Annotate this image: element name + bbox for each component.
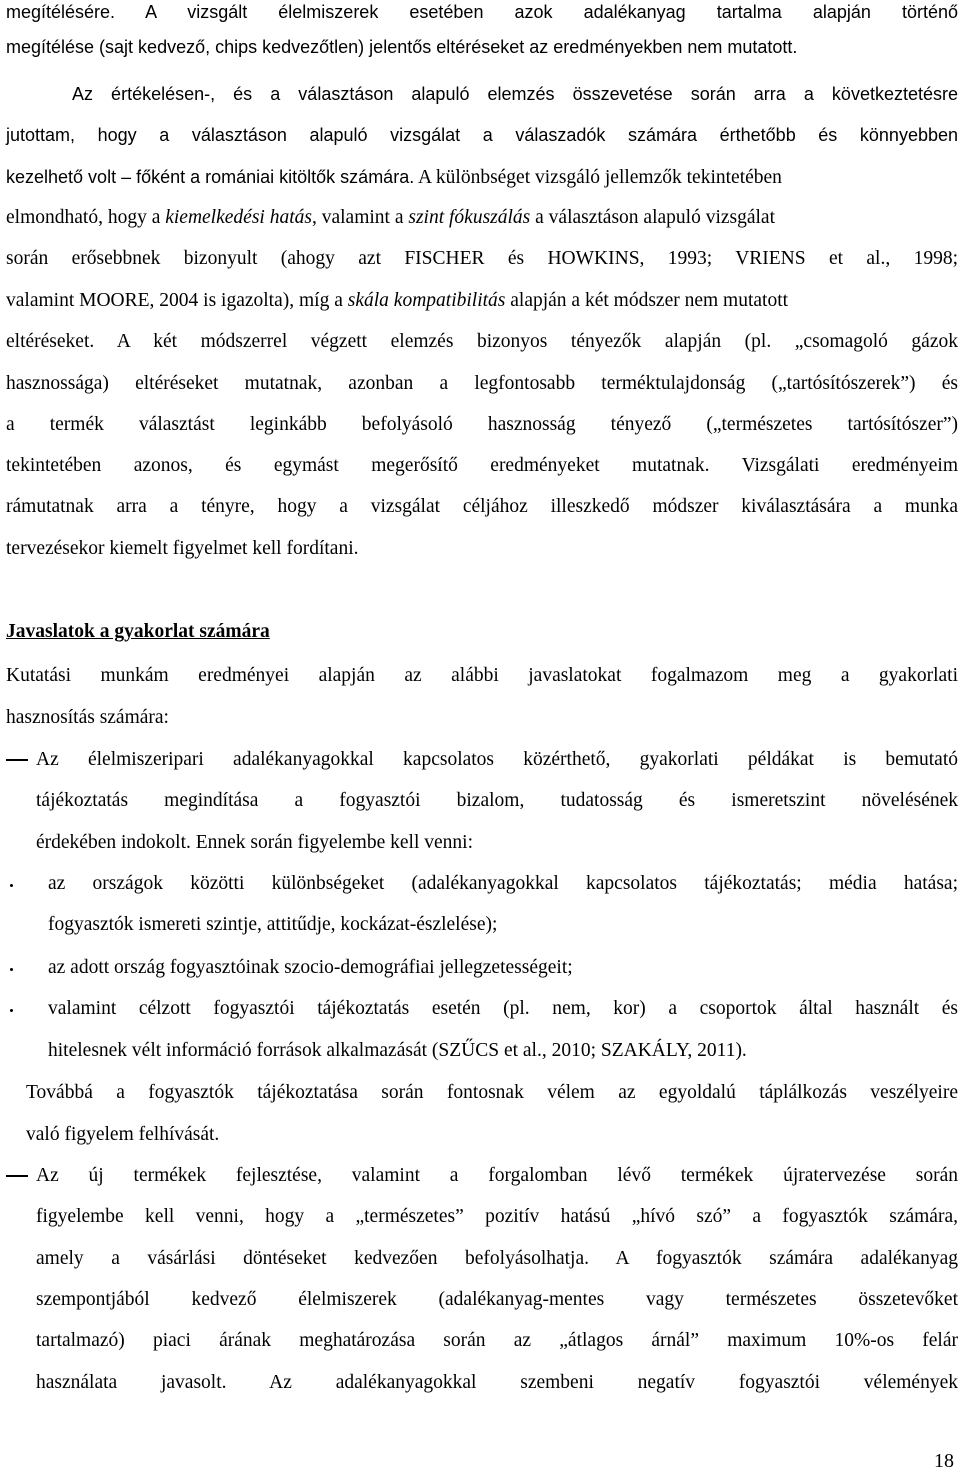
section-intro-line-2: hasznosítás számára: bbox=[6, 707, 169, 728]
subitem-3-line-1: valamint célzott fogyasztói tájékoztatás esetén (pl. nem, kor) a csoportok által használt és bbox=[48, 998, 958, 1019]
item-2-line-5: tartalmazó) piaci árának meghatározása során az „átlagos árnál” maximum 10%-os felár bbox=[36, 1330, 958, 1351]
text-run: a választáson alapuló vizsgálat bbox=[530, 207, 776, 228]
paragraph-2-line-9: a termék választást leginkább befolyásoló hasznosság tényező („természetes tartósítószer”) bbox=[6, 414, 958, 435]
text-run: alapján a két módszer nem mutatott bbox=[505, 290, 789, 311]
item-2-line-1: Az új termékek fejlesztése, valamint a forgalomban lévő termékek újratervezése során bbox=[36, 1165, 958, 1186]
item-1-tail-line-2: való figyelem felhívását. bbox=[26, 1124, 220, 1145]
paragraph-2-line-11: rámutatnak arra a tényre, hogy a vizsgálat céljához illeszkedő módszer kiválasztására a munka bbox=[6, 496, 958, 517]
item-1-tail-line-1: Továbbá a fogyasztók tájékoztatása során fontosnak vélem az egyoldalú táplálkozás veszélyeire bbox=[26, 1082, 958, 1103]
subitem-2-line-1: az adott ország fogyasztóinak szocio-demográfiai jellegzetességeit; bbox=[48, 957, 573, 978]
item-1-line-1: Az élelmiszeripari adalékanyagokkal kapcsolatos közérthető, gyakorlati példákat is bemutató bbox=[36, 749, 958, 770]
paragraph-2-line-1: Az értékelésen-, és a választáson alapuló elemzés összevetése során arra a következtetésre bbox=[72, 84, 958, 104]
dot-bullet-1 bbox=[10, 884, 13, 887]
dot-bullet-3 bbox=[10, 1009, 13, 1012]
dot-bullet-2 bbox=[10, 968, 13, 971]
text-run: , valamint a bbox=[311, 207, 409, 228]
italic-term-kiemelkedesi: kiemelkedési hatás bbox=[165, 207, 312, 228]
paragraph-2-line-3-sans: kezelhető volt – főként a romániai kitöltők számára. bbox=[6, 167, 415, 187]
paragraph-2-line-4-text bbox=[6, 206, 775, 230]
paragraph-2-line-4 bbox=[6, 206, 958, 230]
subitem-3-line-2: hitelesnek vélt információ források alkalmazását (SZŰCS et al., 2010; SZAKÁLY, 2011). bbox=[48, 1040, 747, 1061]
subitem-1-line-2: fogyasztók ismereti szintje, attitűdje, kockázat-észlelése); bbox=[48, 914, 498, 935]
italic-term-szint: szint fókuszálás bbox=[408, 207, 531, 228]
item-2-line-3: amely a vásárlási döntéseket kedvezően befolyásolhatja. A fogyasztók számára adalékanyag bbox=[36, 1248, 958, 1269]
paragraph-1-line-1: megítélésére. A vizsgált élelmiszerek esetében azok adalékanyag tartalma alapján történő bbox=[6, 2, 958, 22]
item-1-line-2: tájékoztatás megindítása a fogyasztói bizalom, tudatosság és ismeretszint növelésének bbox=[36, 790, 958, 811]
dash-bullet-1 bbox=[6, 759, 28, 761]
text-run: valamint MOORE, 2004 is igazolta), míg a bbox=[6, 290, 348, 311]
subitem-1-line-1: az országok közötti különbségeket (adalékanyagokkal kapcsolatos tájékoztatás; média hatása; bbox=[48, 873, 958, 894]
paragraph-2-line-8: hasznossága) eltéréseket mutatnak, azonban a legfontosabb terméktulajdonság („tartósítószerek”) és bbox=[6, 373, 958, 394]
paragraph-2-line-2: jutottam, hogy a választáson alapuló vizsgálat a válaszadók számára érthetőbb és könnyebben bbox=[6, 125, 958, 145]
paragraph-1-line-2: megítélése (sajt kedvező, chips kedvezőtlen) jelentős eltéréseket az eredményekben nem mutatott. bbox=[6, 37, 798, 57]
item-2-line-4: szempontjából kedvező élelmiszerek (adalékanyag-mentes vagy természetes összetevőket bbox=[36, 1289, 958, 1310]
item-2-line-2: figyelembe kell venni, hogy a „természetes” pozitív hatású „hívó szó” a fogyasztók számára, bbox=[36, 1206, 958, 1227]
text-run: elmondható, hogy a bbox=[6, 207, 166, 228]
paragraph-2-line-3 bbox=[6, 165, 958, 190]
section-heading: Javaslatok a gyakorlat számára bbox=[6, 621, 270, 642]
item-2-line-6: használata javasolt. Az adalékanyagokkal szembeni negatív fogyasztói vélemények bbox=[36, 1372, 958, 1393]
paragraph-2-line-12: tervezésekor kiemelt figyelmet kell fordítani. bbox=[6, 538, 359, 559]
paragraph-2-line-3-serif: A különbséget vizsgáló jellemzők tekintetében bbox=[418, 167, 782, 188]
page-number: 18 bbox=[934, 1450, 954, 1472]
paragraph-2-line-6 bbox=[6, 289, 958, 313]
italic-term-skala: skála kompatibilitás bbox=[347, 290, 506, 311]
dash-bullet-2 bbox=[6, 1175, 28, 1177]
item-1-line-3: érdekében indokolt. Ennek során figyelembe kell venni: bbox=[36, 832, 473, 853]
paragraph-2-line-7: eltéréseket. A két módszerrel végzett elemzés bizonyos tényezők alapján (pl. „csomagoló gázok bbox=[6, 331, 958, 352]
paragraph-2-line-5: során erősebbnek bizonyult (ahogy azt FISCHER és HOWKINS, 1993; VRIENS et al., 1998; bbox=[6, 248, 958, 269]
section-intro-line-1: Kutatási munkám eredményei alapján az alábbi javaslatokat fogalmazom meg a gyakorlati bbox=[6, 665, 958, 686]
paragraph-2-line-10: tekintetében azonos, és egymást megerősítő eredményeket mutatnak. Vizsgálati eredményeim bbox=[6, 455, 958, 476]
